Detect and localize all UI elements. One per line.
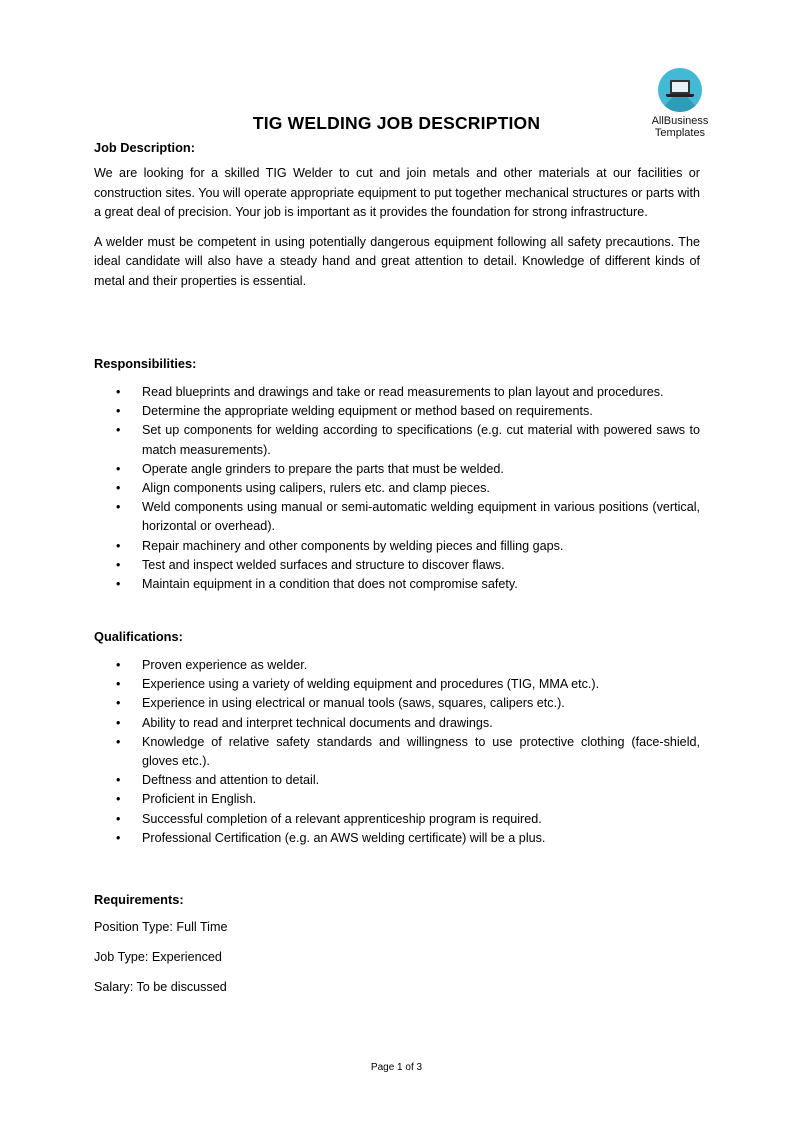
list-item: • Professional Certification (e.g. an AWS welding certificate) will be a plus. bbox=[94, 829, 700, 848]
bullet-icon: • bbox=[116, 404, 121, 419]
laptop-icon bbox=[658, 68, 702, 112]
list-item: • Test and inspect welded surfaces and structure to discover flaws. bbox=[94, 556, 700, 575]
bullet-icon: • bbox=[116, 734, 121, 749]
list-item: • Knowledge of relative safety standards and willingness to use protective clothing (face-shield, gloves etc.). bbox=[116, 734, 700, 769]
logo-line-1: AllBusiness bbox=[651, 115, 709, 127]
bullet-icon: • bbox=[116, 677, 121, 692]
job-description-paragraph-1: We are looking for a skilled TIG Welder to cut and join metals and other materials at our facilities or construction sites. You will operate appropriate equipment to put together mechanical structures or parts with a great deal of precision. Your job is important as it provides the foundation for strong infrastructure. bbox=[94, 166, 700, 219]
responsibilities-section bbox=[94, 356, 700, 594]
bullet-icon: • bbox=[116, 423, 121, 438]
job-type: Job Type: Experienced bbox=[94, 950, 222, 964]
bullet-icon: • bbox=[116, 385, 121, 399]
position-type: Position Type: Full Time bbox=[94, 920, 228, 934]
requirements-heading: Requirements: bbox=[94, 892, 184, 907]
bullet-icon: • bbox=[116, 696, 121, 711]
bullet-icon: • bbox=[116, 538, 121, 553]
bullet-icon: • bbox=[116, 715, 121, 730]
bullet-icon: • bbox=[116, 500, 121, 515]
list-item: • Ability to read and interpret technical documents and drawings. bbox=[94, 714, 700, 733]
job-description-paragraph-2: A welder must be competent in using potentially dangerous equipment following all safety precautions. The ideal candidate will also have a steady hand and great attention to detail. Knowledge of different kinds of metal and their properties is essential. bbox=[94, 234, 700, 288]
page-title: TIG WELDING JOB DESCRIPTION bbox=[252, 113, 541, 133]
bullet-icon: • bbox=[116, 811, 121, 826]
bullet-icon: • bbox=[116, 557, 121, 572]
list-item: • Set up components for welding according to specifications (e.g. cut material with powered saws to match measurements). bbox=[116, 423, 700, 457]
list-item: • Experience using a variety of welding equipment and procedures (TIG, MMA etc.). bbox=[94, 675, 700, 694]
list-item: • Read blueprints and drawings and take or read measurements to plan layout and procedures. bbox=[94, 383, 700, 402]
page-number: Page 1 of 3 bbox=[370, 1062, 423, 1073]
list-item: • Weld components using manual or semi-automatic welding equipment in various positions (vertical, horizontal or overhead). bbox=[116, 500, 700, 534]
bullet-icon: • bbox=[116, 577, 121, 592]
qualifications-heading: Qualifications: bbox=[94, 629, 183, 644]
bullet-icon: • bbox=[116, 461, 121, 476]
bullet-icon: • bbox=[116, 773, 121, 788]
bullet-icon: • bbox=[116, 830, 121, 845]
bullet-icon: • bbox=[116, 481, 121, 496]
list-item: • Experience in using electrical or manual tools (saws, squares, calipers etc.). bbox=[94, 694, 700, 713]
responsibilities-heading: Responsibilities: bbox=[94, 356, 197, 371]
bullet-icon: • bbox=[116, 658, 121, 672]
list-item: • Maintain equipment in a condition that does not compromise safety. bbox=[94, 575, 700, 594]
list-item: • Determine the appropriate welding equipment or method based on requirements. bbox=[94, 402, 700, 421]
list-item: • Proven experience as welder. bbox=[94, 656, 700, 675]
list-item: • Proficient in English. bbox=[94, 790, 700, 809]
qualifications-section bbox=[94, 629, 700, 848]
requirements-section bbox=[94, 892, 700, 997]
job-description-section bbox=[94, 140, 700, 291]
responsibilities-list bbox=[94, 383, 700, 594]
salary: Salary: To be discussed bbox=[94, 980, 227, 994]
list-item: • Successful completion of a relevant apprenticeship program is required. bbox=[94, 810, 700, 829]
list-item: • Repair machinery and other components by welding pieces and filling gaps. bbox=[94, 537, 700, 556]
list-item: • Align components using calipers, rulers etc. and clamp pieces. bbox=[94, 479, 700, 498]
job-description-heading: Job Description: bbox=[94, 140, 195, 155]
qualifications-list bbox=[94, 656, 700, 848]
logo-line-2: Templates bbox=[654, 127, 706, 139]
list-item: • Operate angle grinders to prepare the parts that must be welded. bbox=[94, 460, 700, 479]
list-item: • Deftness and attention to detail. bbox=[94, 771, 700, 790]
bullet-icon: • bbox=[116, 792, 121, 807]
